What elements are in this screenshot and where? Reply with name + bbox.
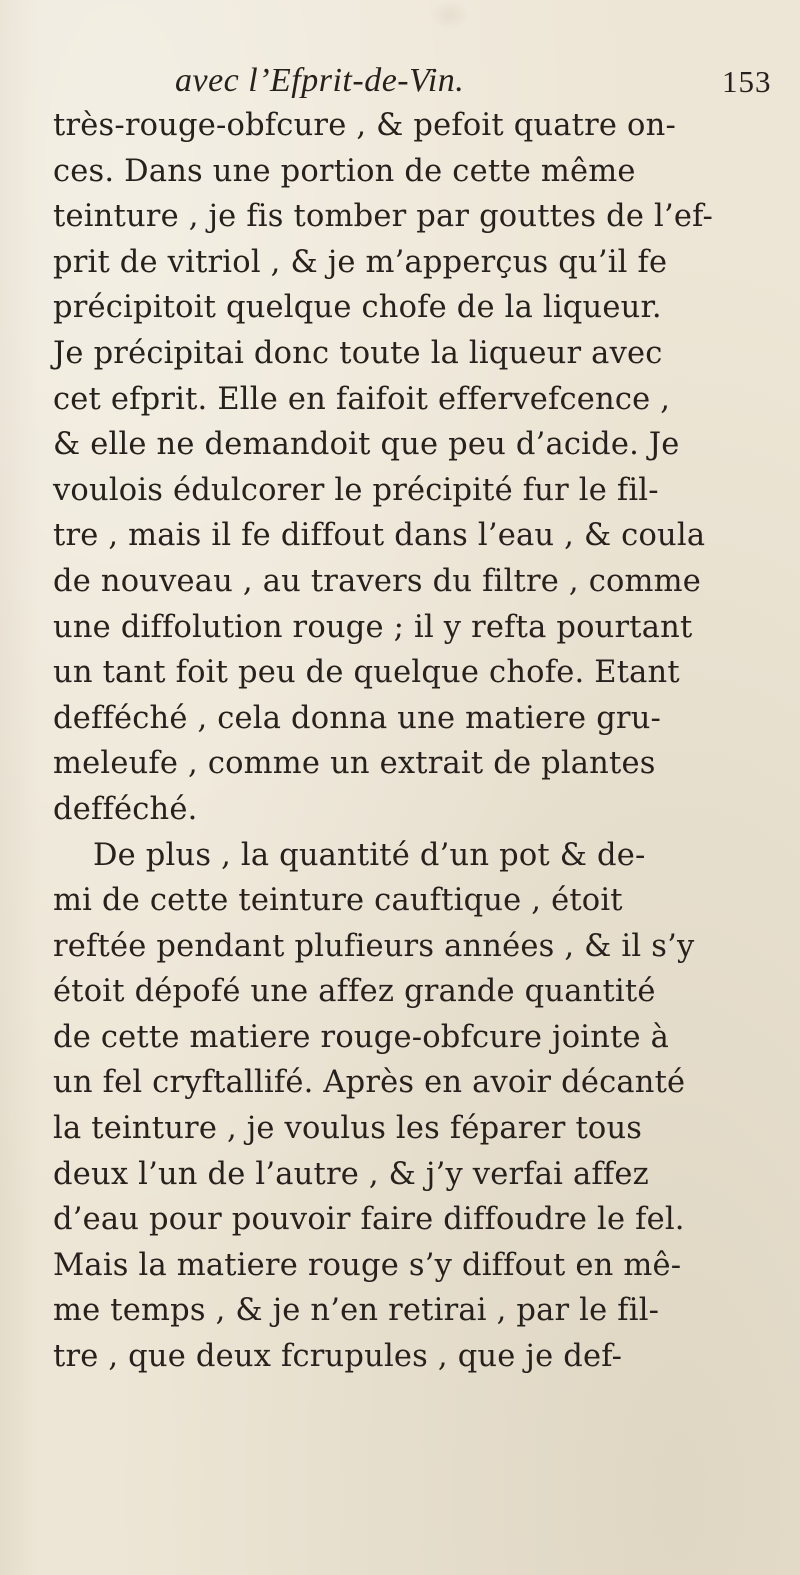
paper-stain (430, 0, 470, 30)
text-line: de cette matiere rouge-obfcure jointe à (53, 1019, 670, 1055)
text-line: la teinture , je voulus les féparer tous (53, 1111, 643, 1147)
paragraph-start-line: De plus , la quantité d’un pot & de- (93, 837, 646, 873)
text-line: très-rouge-obfcure , & pefoit quatre on- (53, 108, 676, 143)
text-line: deux l’un de l’autre , & j’y verfai affez (53, 1156, 649, 1192)
text-line: un tant foit peu de quelque chofe. Etant (53, 655, 680, 691)
text-line: mi de cette teinture cauftique , étoit (53, 883, 623, 919)
running-title: avec l’Efprit-de-Vin. (175, 62, 465, 99)
text-line: teinture , je fis tomber par gouttes de l’ef- (53, 199, 713, 235)
body-text (53, 103, 778, 1380)
text-line: de nouveau , au travers du filtre , comme (53, 563, 702, 599)
text-line: ces. Dans une portion de cette même (53, 153, 636, 189)
text-line: meleufe , comme un extrait de plantes (53, 746, 656, 782)
text-line: & elle ne demandoit que peu d’acide. Je (53, 427, 680, 463)
text-line: Mais la matiere rouge s’y diffout en mê- (53, 1247, 682, 1283)
text-line: une diffolution rouge ; il y refta pourtant (53, 609, 693, 645)
text-line: me temps , & je n’en retirai , par le fil- (53, 1293, 660, 1329)
text-line: cet efprit. Elle en faifoit effervefcence , (53, 381, 671, 417)
text-line: tre , que deux fcrupules , que je def- (53, 1339, 623, 1375)
text-line: voulois édulcorer le précipité fur le fil- (53, 472, 659, 508)
text-line: defféché. (53, 791, 198, 827)
text-line: prit de vitriol , & je m’apperçus qu’il fe (53, 244, 668, 280)
text-line: tre , mais il fe diffout dans l’eau , & coula (53, 518, 706, 554)
text-line: defféché , cela donna une matiere gru- (53, 700, 662, 736)
text-line: un fel cryftallifé. Après en avoir décanté (53, 1065, 686, 1101)
text-line: précipitoit quelque chofe de la liqueur. (53, 290, 662, 326)
text-line: d’eau pour pouvoir faire diffoudre le fel. (53, 1202, 685, 1238)
text-line: étoit dépofé une affez grande quantité (53, 974, 656, 1010)
text-line: Je précipitai donc toute la liqueur avec (53, 335, 663, 371)
text-line: reftée pendant plufieurs années , & il s’y (53, 928, 695, 964)
page-number: 153 (722, 64, 772, 99)
page-header (0, 62, 800, 102)
